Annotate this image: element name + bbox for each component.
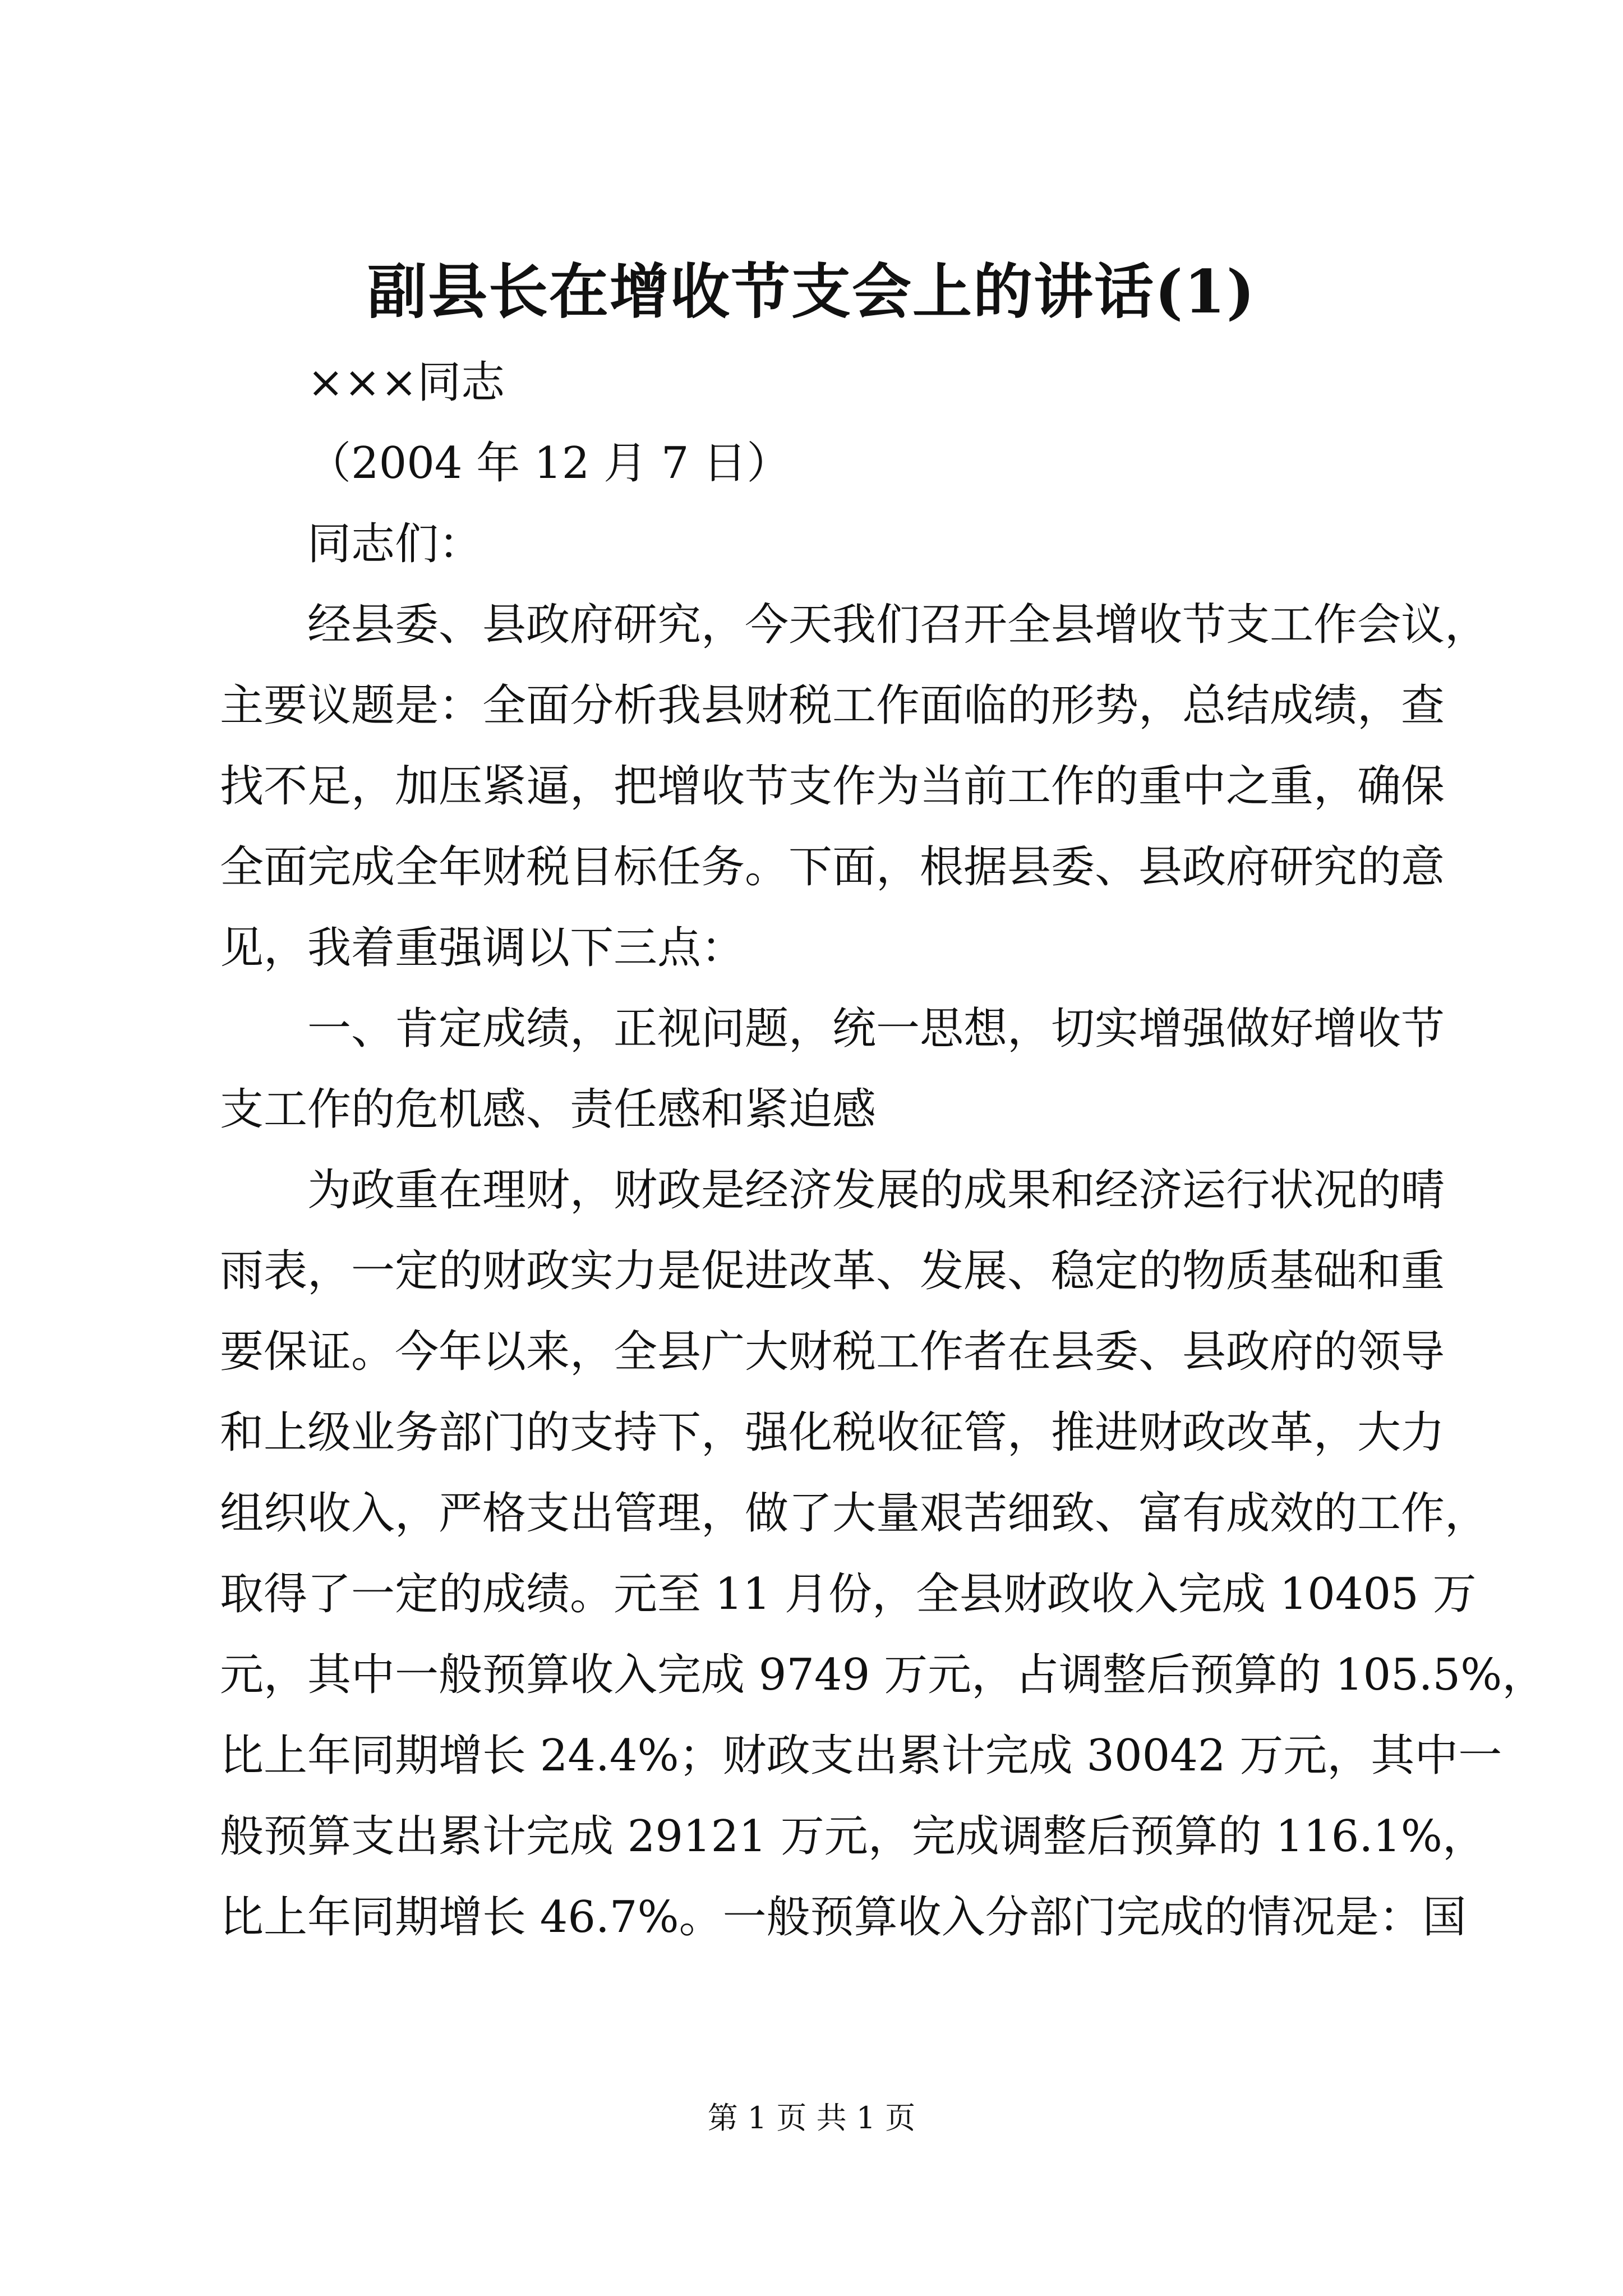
text-line: 雨表，一定的财政实力是促进改革、发展、稳定的物质基础和重 xyxy=(220,1246,1445,1296)
text-line: 见，我着重强调以下三点： xyxy=(220,923,745,973)
text-line: 比上年同期增长 24.4%；财政支出累计完成 30042 万元，其中一 xyxy=(220,1731,1502,1781)
text-line: 比上年同期增长 46.7%。一般预算收入分部门完成的情况是：国 xyxy=(220,1892,1467,1943)
text-line: 般预算支出累计完成 29121 万元，完成调整后预算的 116.1%， xyxy=(220,1811,1486,1862)
text-line: 全面完成全年财税目标任务。下面，根据县委、县政府研究的意 xyxy=(220,842,1445,892)
date-line: （2004 年 12 月 7 日） xyxy=(307,438,791,489)
author-line: ×××同志 xyxy=(307,357,505,408)
text-line: 找不足，加压紧逼，把增收节支作为当前工作的重中之重，确保 xyxy=(220,761,1445,812)
text-line: 组织收入，严格支出管理，做了大量艰苦细致、富有成效的工作， xyxy=(220,1488,1489,1539)
text-line: 一、肯定成绩，正视问题，统一思想，切实增强做好增收节 xyxy=(307,1004,1445,1054)
section-heading-1 xyxy=(220,988,1445,1150)
text-line: 经县委、县政府研究，今天我们召开全县增收节支工作会议， xyxy=(307,600,1489,650)
paragraph-finance xyxy=(220,1150,1546,1958)
paragraph-intro xyxy=(220,585,1489,988)
text-line: 和上级业务部门的支持下，强化税收征管，推进财政改革，大力 xyxy=(220,1407,1445,1458)
text-line: 为政重在理财，财政是经济发展的成果和经济运行状况的晴 xyxy=(307,1165,1445,1216)
text-line: 主要议题是：全面分析我县财税工作面临的形势，总结成绩，查 xyxy=(220,680,1445,731)
document-body xyxy=(220,342,1546,1958)
text-line: 支工作的危机感、责任感和紧迫感 xyxy=(220,1084,877,1135)
text-line: 元，其中一般预算收入完成 9749 万元，占调整后预算的 105.5%， xyxy=(220,1650,1546,1700)
text-line: 取得了一定的成绩。元至 11 月份，全县财政收入完成 10405 万 xyxy=(220,1569,1477,1619)
page-footer: 第 1 页 共 1 页 xyxy=(707,2100,916,2136)
salutation: 同志们： xyxy=(307,519,483,569)
text-line: 要保证。今年以来，全县广大财税工作者在县委、县政府的领导 xyxy=(220,1327,1445,1377)
document-title: 副县长在增收节支会上的讲话(1) xyxy=(367,256,1256,326)
